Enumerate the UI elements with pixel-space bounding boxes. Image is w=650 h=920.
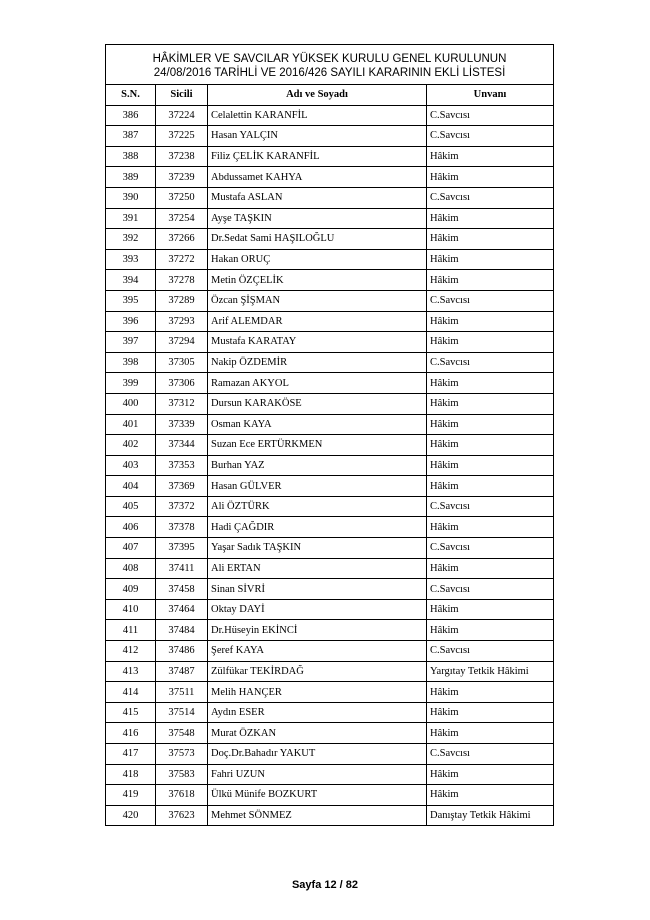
cell-name: Melih HANÇER bbox=[208, 682, 427, 703]
cell-sicil: 37225 bbox=[156, 126, 208, 147]
title-line-1: HÂKİMLER VE SAVCILAR YÜKSEK KURULU GENEL KURULUNUN bbox=[152, 53, 507, 65]
cell-name: Ali ÖZTÜRK bbox=[208, 496, 427, 517]
cell-name: Hakan ORUÇ bbox=[208, 249, 427, 270]
cell-sicil: 37289 bbox=[156, 290, 208, 311]
cell-sn: 399 bbox=[106, 373, 156, 394]
cell-sicil: 37486 bbox=[156, 641, 208, 662]
cell-sicil: 37623 bbox=[156, 805, 208, 826]
table-body bbox=[106, 105, 554, 826]
cell-title: Hâkim bbox=[427, 517, 554, 538]
cell-sn: 400 bbox=[106, 393, 156, 414]
cell-sn: 403 bbox=[106, 455, 156, 476]
cell-name: Filiz ÇELİK KARANFİL bbox=[208, 146, 427, 167]
cell-sicil: 37353 bbox=[156, 455, 208, 476]
cell-name: Ali ERTAN bbox=[208, 558, 427, 579]
table-row bbox=[106, 517, 554, 538]
cell-sicil: 37369 bbox=[156, 476, 208, 497]
cell-title: Hâkim bbox=[427, 393, 554, 414]
header-sn: S.N. bbox=[106, 85, 156, 106]
cell-sicil: 37411 bbox=[156, 558, 208, 579]
table-row bbox=[106, 146, 554, 167]
cell-name: Hadi ÇAĞDIR bbox=[208, 517, 427, 538]
cell-title: Hâkim bbox=[427, 414, 554, 435]
cell-sicil: 37378 bbox=[156, 517, 208, 538]
table-title bbox=[106, 45, 554, 85]
table-row bbox=[106, 249, 554, 270]
cell-sn: 406 bbox=[106, 517, 156, 538]
table-row bbox=[106, 476, 554, 497]
cell-title: C.Savcısı bbox=[427, 579, 554, 600]
cell-sicil: 37344 bbox=[156, 435, 208, 456]
cell-sn: 388 bbox=[106, 146, 156, 167]
cell-name: Yaşar Sadık TAŞKIN bbox=[208, 538, 427, 559]
cell-name: Burhan YAZ bbox=[208, 455, 427, 476]
table-row bbox=[106, 290, 554, 311]
cell-sn: 409 bbox=[106, 579, 156, 600]
cell-sn: 391 bbox=[106, 208, 156, 229]
cell-sicil: 37312 bbox=[156, 393, 208, 414]
cell-sicil: 37339 bbox=[156, 414, 208, 435]
table-row bbox=[106, 682, 554, 703]
cell-name: Nakip ÖZDEMİR bbox=[208, 352, 427, 373]
cell-title: Danıştay Tetkik Hâkimi bbox=[427, 805, 554, 826]
cell-sicil: 37583 bbox=[156, 764, 208, 785]
cell-sicil: 37484 bbox=[156, 620, 208, 641]
cell-name: Hasan GÜLVER bbox=[208, 476, 427, 497]
cell-sn: 417 bbox=[106, 744, 156, 765]
cell-sicil: 37511 bbox=[156, 682, 208, 703]
cell-sicil: 37372 bbox=[156, 496, 208, 517]
cell-name: Osman KAYA bbox=[208, 414, 427, 435]
cell-title: Hâkim bbox=[427, 702, 554, 723]
cell-sn: 419 bbox=[106, 785, 156, 806]
cell-sicil: 37266 bbox=[156, 229, 208, 250]
table-row bbox=[106, 332, 554, 353]
cell-sn: 392 bbox=[106, 229, 156, 250]
cell-title: Hâkim bbox=[427, 682, 554, 703]
cell-title: Hâkim bbox=[427, 435, 554, 456]
table-row bbox=[106, 435, 554, 456]
cell-sn: 386 bbox=[106, 105, 156, 126]
cell-sn: 394 bbox=[106, 270, 156, 291]
title-row bbox=[106, 45, 554, 85]
table-row bbox=[106, 785, 554, 806]
cell-title: C.Savcısı bbox=[427, 105, 554, 126]
cell-title: C.Savcısı bbox=[427, 641, 554, 662]
cell-name: Abdussamet KAHYA bbox=[208, 167, 427, 188]
cell-title: Yargıtay Tetkik Hâkimi bbox=[427, 661, 554, 682]
cell-name: Dursun KARAKÖSE bbox=[208, 393, 427, 414]
list-table bbox=[105, 44, 554, 826]
cell-sicil: 37464 bbox=[156, 599, 208, 620]
cell-sn: 398 bbox=[106, 352, 156, 373]
cell-sicil: 37573 bbox=[156, 744, 208, 765]
table-row bbox=[106, 393, 554, 414]
cell-name: Ramazan AKYOL bbox=[208, 373, 427, 394]
cell-name: Ayşe TAŞKIN bbox=[208, 208, 427, 229]
cell-title: C.Savcısı bbox=[427, 290, 554, 311]
cell-name: Oktay DAYİ bbox=[208, 599, 427, 620]
table-row bbox=[106, 187, 554, 208]
cell-title: Hâkim bbox=[427, 373, 554, 394]
cell-title: Hâkim bbox=[427, 620, 554, 641]
cell-sn: 389 bbox=[106, 167, 156, 188]
cell-sn: 408 bbox=[106, 558, 156, 579]
cell-sicil: 37395 bbox=[156, 538, 208, 559]
cell-name: Hasan YALÇIN bbox=[208, 126, 427, 147]
cell-name: Celalettin KARANFİL bbox=[208, 105, 427, 126]
cell-sicil: 37458 bbox=[156, 579, 208, 600]
cell-sn: 387 bbox=[106, 126, 156, 147]
table-row bbox=[106, 744, 554, 765]
cell-name: Dr.Sedat Sami HAŞILOĞLU bbox=[208, 229, 427, 250]
cell-title: Hâkim bbox=[427, 270, 554, 291]
header-name: Adı ve Soyadı bbox=[208, 85, 427, 106]
cell-title: Hâkim bbox=[427, 764, 554, 785]
table-row bbox=[106, 167, 554, 188]
cell-title: C.Savcısı bbox=[427, 187, 554, 208]
table-row bbox=[106, 455, 554, 476]
cell-sicil: 37305 bbox=[156, 352, 208, 373]
cell-name: Ülkü Münife BOZKURT bbox=[208, 785, 427, 806]
page-number: Sayfa 12 / 82 bbox=[291, 879, 359, 891]
cell-sn: 404 bbox=[106, 476, 156, 497]
cell-title: Hâkim bbox=[427, 229, 554, 250]
cell-sn: 407 bbox=[106, 538, 156, 559]
cell-sn: 390 bbox=[106, 187, 156, 208]
cell-title: C.Savcısı bbox=[427, 126, 554, 147]
table-row bbox=[106, 661, 554, 682]
cell-title: C.Savcısı bbox=[427, 538, 554, 559]
table-row bbox=[106, 538, 554, 559]
cell-title: Hâkim bbox=[427, 208, 554, 229]
cell-sn: 416 bbox=[106, 723, 156, 744]
cell-sn: 396 bbox=[106, 311, 156, 332]
cell-sicil: 37548 bbox=[156, 723, 208, 744]
table-row bbox=[106, 496, 554, 517]
cell-name: Suzan Ece ERTÜRKMEN bbox=[208, 435, 427, 456]
table-row bbox=[106, 764, 554, 785]
cell-sicil: 37250 bbox=[156, 187, 208, 208]
table-row bbox=[106, 229, 554, 250]
header-title: Unvanı bbox=[427, 85, 554, 106]
cell-name: Mehmet SÖNMEZ bbox=[208, 805, 427, 826]
table-row bbox=[106, 579, 554, 600]
cell-sn: 397 bbox=[106, 332, 156, 353]
cell-sicil: 37618 bbox=[156, 785, 208, 806]
cell-sn: 420 bbox=[106, 805, 156, 826]
cell-sn: 395 bbox=[106, 290, 156, 311]
table-row bbox=[106, 599, 554, 620]
cell-name: Arif ALEMDAR bbox=[208, 311, 427, 332]
cell-sicil: 37487 bbox=[156, 661, 208, 682]
cell-sn: 410 bbox=[106, 599, 156, 620]
cell-name: Aydın ESER bbox=[208, 702, 427, 723]
cell-title: Hâkim bbox=[427, 146, 554, 167]
cell-sicil: 37514 bbox=[156, 702, 208, 723]
cell-title: Hâkim bbox=[427, 599, 554, 620]
cell-name: Murat ÖZKAN bbox=[208, 723, 427, 744]
cell-title: C.Savcısı bbox=[427, 352, 554, 373]
cell-name: Metin ÖZÇELİK bbox=[208, 270, 427, 291]
cell-sn: 401 bbox=[106, 414, 156, 435]
cell-sn: 411 bbox=[106, 620, 156, 641]
cell-name: Şeref KAYA bbox=[208, 641, 427, 662]
cell-name: Doç.Dr.Bahadır YAKUT bbox=[208, 744, 427, 765]
table-row bbox=[106, 311, 554, 332]
table-row bbox=[106, 723, 554, 744]
header-sicil: Sicili bbox=[156, 85, 208, 106]
cell-sn: 405 bbox=[106, 496, 156, 517]
table-row bbox=[106, 558, 554, 579]
cell-sicil: 37293 bbox=[156, 311, 208, 332]
cell-sicil: 37238 bbox=[156, 146, 208, 167]
table-row bbox=[106, 805, 554, 826]
cell-sicil: 37294 bbox=[156, 332, 208, 353]
cell-title: Hâkim bbox=[427, 785, 554, 806]
cell-sn: 402 bbox=[106, 435, 156, 456]
cell-name: Sinan SİVRİ bbox=[208, 579, 427, 600]
cell-title: Hâkim bbox=[427, 723, 554, 744]
cell-sicil: 37254 bbox=[156, 208, 208, 229]
cell-title: Hâkim bbox=[427, 311, 554, 332]
table-row bbox=[106, 352, 554, 373]
cell-name: Mustafa ASLAN bbox=[208, 187, 427, 208]
cell-title: C.Savcısı bbox=[427, 744, 554, 765]
cell-sn: 415 bbox=[106, 702, 156, 723]
table-row bbox=[106, 641, 554, 662]
table-row bbox=[106, 126, 554, 147]
cell-name: Özcan ŞİŞMAN bbox=[208, 290, 427, 311]
table-row bbox=[106, 373, 554, 394]
cell-title: Hâkim bbox=[427, 167, 554, 188]
cell-sn: 393 bbox=[106, 249, 156, 270]
cell-sn: 412 bbox=[106, 641, 156, 662]
cell-sn: 413 bbox=[106, 661, 156, 682]
cell-sicil: 37306 bbox=[156, 373, 208, 394]
cell-title: Hâkim bbox=[427, 249, 554, 270]
cell-name: Zülfükar TEKİRDAĞ bbox=[208, 661, 427, 682]
cell-sicil: 37278 bbox=[156, 270, 208, 291]
cell-title: Hâkim bbox=[427, 455, 554, 476]
table-row bbox=[106, 620, 554, 641]
header-row bbox=[106, 85, 554, 106]
cell-title: Hâkim bbox=[427, 558, 554, 579]
cell-name: Dr.Hüseyin EKİNCİ bbox=[208, 620, 427, 641]
list-table-container bbox=[105, 44, 553, 826]
cell-sn: 418 bbox=[106, 764, 156, 785]
table-row bbox=[106, 414, 554, 435]
cell-title: Hâkim bbox=[427, 332, 554, 353]
cell-title: Hâkim bbox=[427, 476, 554, 497]
cell-sicil: 37224 bbox=[156, 105, 208, 126]
table-row bbox=[106, 270, 554, 291]
table-row bbox=[106, 702, 554, 723]
cell-sicil: 37239 bbox=[156, 167, 208, 188]
table-row bbox=[106, 105, 554, 126]
cell-sicil: 37272 bbox=[156, 249, 208, 270]
table-row bbox=[106, 208, 554, 229]
cell-name: Mustafa KARATAY bbox=[208, 332, 427, 353]
cell-title: C.Savcısı bbox=[427, 496, 554, 517]
cell-sn: 414 bbox=[106, 682, 156, 703]
cell-name: Fahri UZUN bbox=[208, 764, 427, 785]
title-line-2: 24/08/2016 TARİHLİ VE 2016/426 SAYILI KARARININ EKLİ LİSTESİ bbox=[153, 67, 506, 79]
